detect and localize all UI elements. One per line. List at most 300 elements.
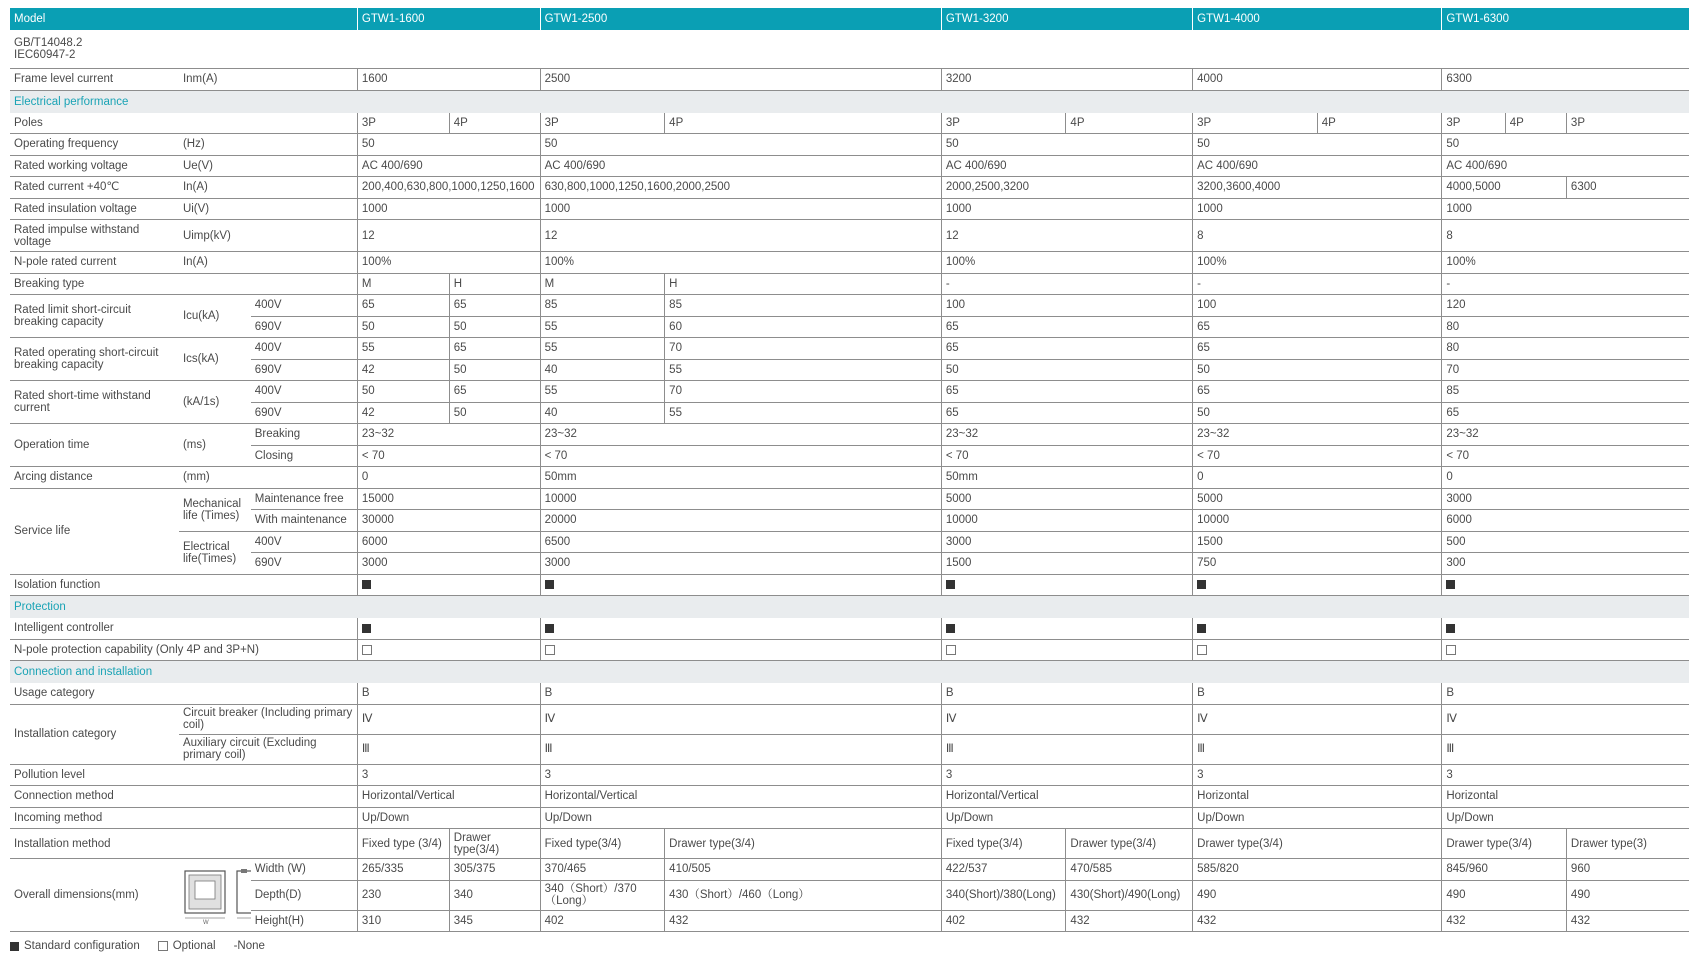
value-cell: Fixed type(3/4) [941,829,1066,859]
table-row [10,829,1689,859]
value-cell [357,574,540,596]
value-cell: 23~32 [941,424,1192,446]
value-cell: 4P [1317,113,1442,134]
value-cell: 100 [941,295,1192,317]
param-label: Arcing distance [10,467,179,489]
sub-group-label: Electrical life(Times) [179,531,251,574]
table-row [10,859,1689,881]
table-row [10,359,1689,381]
param-unit: Ics(kA) [179,338,251,381]
value-cell [540,574,941,596]
side-view-handle [241,869,247,873]
value-cell: 50 [357,381,449,403]
sub-label: 690V [251,359,358,381]
value-cell: 3P [1566,113,1689,134]
value-cell: 432 [665,910,942,932]
value-cell: 50 [1193,134,1442,156]
value-cell: < 70 [357,445,540,467]
value-cell [540,639,941,661]
table-row [10,338,1689,360]
value-cell: Ⅳ [1193,704,1442,734]
value-cell [357,618,540,639]
standard-square-icon [1446,580,1455,589]
value-cell: 65 [941,316,1192,338]
value-cell: 5000 [1193,488,1442,510]
value-cell: 0 [1442,467,1689,489]
value-cell: Up/Down [1442,807,1689,829]
param-unit: (ms) [179,424,251,467]
value-cell [1193,618,1442,639]
value-cell: 1000 [357,198,540,220]
table-row [10,445,1689,467]
optional-square-icon [158,941,168,951]
standard-iec: IEC60947-2 [14,49,76,61]
value-cell: 430（Short）/460（Long） [665,880,942,910]
value-cell: 80 [1442,338,1689,360]
table-row [10,488,1689,510]
value-cell [1193,639,1442,661]
sub-label: Breaking [251,424,358,446]
value-cell: 65 [449,381,540,403]
table-row [10,402,1689,424]
section-title-electrical: Electrical performance [10,90,1689,113]
value-cell: 3 [540,764,941,786]
value-cell: Horizontal/Vertical [941,786,1192,808]
value-cell: 85 [540,295,665,317]
param-unit: Uimp(kV) [179,220,357,252]
value-cell: 23~32 [1442,424,1689,446]
dimension-figure-cell [179,859,251,932]
param-unit: Ue(V) [179,155,357,177]
value-cell: 50 [357,134,540,156]
value-cell: 2000,2500,3200 [941,177,1192,199]
value-cell: 50 [1193,359,1442,381]
standard-square-icon [1197,624,1206,633]
param-label: Pollution level [10,764,357,786]
table-row [10,467,1689,489]
sub-label: 400V [251,381,358,403]
section-title-connection: Connection and installation [10,661,1689,684]
value-cell: AC 400/690 [357,155,540,177]
param-label: Connection method [10,786,357,808]
value-cell: Ⅲ [1193,734,1442,764]
front-view-window [195,881,215,899]
spec-table [10,8,1689,932]
value-cell: Ⅳ [357,704,540,734]
value-cell: 1500 [941,553,1192,575]
value-cell: Fixed type(3/4) [540,829,665,859]
param-unit: Icu(kA) [179,295,251,338]
standard-square-icon [545,624,554,633]
model-name: GTW1-3200 [941,8,1192,30]
value-cell: B [941,683,1192,704]
sub-label: Height(H) [251,910,358,932]
value-cell: < 70 [540,445,941,467]
value-cell: 2500 [540,69,941,91]
table-row [10,381,1689,403]
value-cell: 120 [1442,295,1689,317]
value-cell: AC 400/690 [941,155,1192,177]
value-cell: 65 [941,402,1192,424]
value-cell: 23~32 [540,424,941,446]
param-label: Intelligent controller [10,618,357,639]
value-cell: Up/Down [941,807,1192,829]
param-unit: (Hz) [179,134,357,156]
value-cell: 432 [1442,910,1567,932]
value-cell: 50mm [941,467,1192,489]
value-cell: AC 400/690 [1193,155,1442,177]
value-cell: B [357,683,540,704]
value-cell: 0 [357,467,540,489]
breaker-dimension-icon [183,865,251,925]
value-cell: M [357,273,449,295]
value-cell: 55 [357,338,449,360]
value-cell: 65 [1193,316,1442,338]
value-cell: 1600 [357,69,540,91]
value-cell: 50 [449,359,540,381]
value-cell: Horizontal/Vertical [357,786,540,808]
value-cell: 3 [1442,764,1689,786]
sub-label: Depth(D) [251,880,358,910]
value-cell: 80 [1442,316,1689,338]
standard-square-icon [362,580,371,589]
sub-label: 400V [251,338,358,360]
param-label: Rated insulation voltage [10,198,179,220]
value-cell: 630,800,1000,1250,1600,2000,2500 [540,177,941,199]
value-cell: B [1193,683,1442,704]
value-cell: 55 [665,359,942,381]
value-cell: 10000 [540,488,941,510]
value-cell: - [941,273,1192,295]
standards-cell [10,30,1689,69]
table-row [10,134,1689,156]
param-label: Incoming method [10,807,357,829]
value-cell: 23~32 [357,424,540,446]
value-cell: 65 [449,338,540,360]
value-cell: 750 [1193,553,1442,575]
table-row [10,807,1689,829]
standard-square-icon [946,580,955,589]
table-row [10,177,1689,199]
value-cell: 50 [1442,134,1689,156]
value-cell: AC 400/690 [540,155,941,177]
value-cell: 6300 [1566,177,1689,199]
value-cell: 310 [357,910,449,932]
value-cell: 340（Short）/370（Long） [540,880,665,910]
value-cell: 100% [540,252,941,274]
sub-label: 400V [251,531,358,553]
legend-standard-label: Standard configuration [24,940,140,952]
table-row [10,704,1689,734]
standard-square-icon [946,624,955,633]
optional-square-icon [946,645,956,655]
table-row [10,113,1689,134]
value-cell: < 70 [1193,445,1442,467]
value-cell: 65 [449,295,540,317]
value-cell: 345 [449,910,540,932]
value-cell: 65 [1193,338,1442,360]
legend [10,940,283,952]
value-cell: 100 [1193,295,1442,317]
value-cell: 3P [1442,113,1505,134]
section-row [10,90,1689,113]
value-cell [1193,574,1442,596]
value-cell [540,618,941,639]
standard-square-icon [1197,580,1206,589]
value-cell [1442,618,1689,639]
value-cell: 42 [357,359,449,381]
value-cell: 8 [1193,220,1442,252]
value-cell: Drawer type(3/4) [1066,829,1193,859]
value-cell: 40 [540,402,665,424]
sub-label: 690V [251,402,358,424]
value-cell [941,574,1192,596]
param-label: Isolation function [10,574,357,596]
param-label: Rated short-time withstand current [10,381,179,424]
value-cell: 1000 [941,198,1192,220]
table-row [10,510,1689,532]
spec-table-container [10,8,1689,932]
value-cell: 305/375 [449,859,540,881]
value-cell: Up/Down [1193,807,1442,829]
value-cell: 85 [665,295,942,317]
value-cell: 3000 [1442,488,1689,510]
value-cell: Horizontal [1193,786,1442,808]
table-row [10,198,1689,220]
value-cell: Horizontal [1442,786,1689,808]
value-cell: 1000 [540,198,941,220]
param-unit: In(A) [179,177,357,199]
value-cell: 200,400,630,800,1000,1250,1600 [357,177,540,199]
standard-square-icon [10,942,19,951]
section-row [10,661,1689,684]
value-cell: 470/585 [1066,859,1193,881]
param-label: N-pole rated current [10,252,179,274]
param-label: Rated current +40℃ [10,177,179,199]
value-cell: 50 [941,134,1192,156]
value-cell: 490 [1566,880,1689,910]
param-label: Operation time [10,424,179,467]
value-cell: 55 [540,316,665,338]
value-cell: 432 [1566,910,1689,932]
sub-label: Maintenance free [251,488,358,510]
value-cell: 42 [357,402,449,424]
value-cell: 490 [1193,880,1442,910]
param-label: Usage category [10,683,357,704]
table-row [10,252,1689,274]
value-cell: M [540,273,665,295]
value-cell: Drawer type(3) [1566,829,1689,859]
table-row [10,683,1689,704]
value-cell: 3P [357,113,449,134]
param-label: Rated impulse withstand voltage [10,220,179,252]
value-cell: Drawer type(3/4) [1193,829,1442,859]
value-cell: 6500 [540,531,941,553]
table-row [10,618,1689,639]
value-cell: 65 [941,381,1192,403]
param-label: Rated operating short-circuit breaking capacity [10,338,179,381]
optional-square-icon [1446,645,1456,655]
param-label: Installation category [10,704,179,764]
value-cell: 585/820 [1193,859,1442,881]
value-cell: 40 [540,359,665,381]
param-label: Rated limit short-circuit breaking capacity [10,295,179,338]
value-cell: 65 [1193,381,1442,403]
standard-gb: GB/T14048.2 [14,37,83,49]
value-cell: 3 [357,764,540,786]
value-cell: 6000 [1442,510,1689,532]
table-row [10,155,1689,177]
standard-square-icon [545,580,554,589]
table-row [10,69,1689,91]
table-row [10,553,1689,575]
value-cell: 5000 [941,488,1192,510]
value-cell: 30000 [357,510,540,532]
model-name: GTW1-2500 [540,8,941,30]
sub-label: Circuit breaker (Including primary coil) [179,704,357,734]
standard-square-icon [362,624,371,633]
value-cell: Drawer type(3/4) [449,829,540,859]
value-cell: 4000,5000 [1442,177,1567,199]
value-cell: Drawer type(3/4) [665,829,942,859]
model-name: GTW1-1600 [357,8,540,30]
sub-label: 690V [251,316,358,338]
value-cell: B [540,683,941,704]
value-cell: 4P [1066,113,1193,134]
value-cell: 490 [1442,880,1567,910]
value-cell: 4P [665,113,942,134]
value-cell: < 70 [1442,445,1689,467]
table-row [10,295,1689,317]
param-label: Poles [10,113,357,134]
value-cell: 85 [1442,381,1689,403]
value-cell: 50 [449,316,540,338]
value-cell: 960 [1566,859,1689,881]
value-cell: 65 [1442,402,1689,424]
value-cell: Fixed type (3/4) [357,829,449,859]
value-cell: 4P [449,113,540,134]
value-cell: 1500 [1193,531,1442,553]
value-cell: 340 [449,880,540,910]
value-cell: Horizontal/Vertical [540,786,941,808]
value-cell: 15000 [357,488,540,510]
value-cell: 3000 [357,553,540,575]
value-cell: 410/505 [665,859,942,881]
value-cell: 3P [941,113,1066,134]
value-cell: Ⅲ [941,734,1192,764]
value-cell: 55 [665,402,942,424]
value-cell: - [1193,273,1442,295]
value-cell: 10000 [941,510,1192,532]
standard-square-icon [1446,624,1455,633]
value-cell: 8 [1442,220,1689,252]
param-unit: Ui(V) [179,198,357,220]
legend-standard [10,940,140,952]
value-cell: Ⅲ [1442,734,1689,764]
section-title-protection: Protection [10,596,1689,619]
model-name: GTW1-6300 [1442,8,1689,30]
header-row [10,8,1689,30]
value-cell: 50 [357,316,449,338]
legend-none-label: -None [233,940,265,952]
value-cell: 300 [1442,553,1689,575]
value-cell: Up/Down [357,807,540,829]
param-label: Service life [10,488,179,574]
value-cell [1442,574,1689,596]
value-cell: 432 [1066,910,1193,932]
value-cell: 3P [1193,113,1318,134]
param-unit: (kA/1s) [179,381,251,424]
value-cell: Ⅳ [941,704,1192,734]
model-label: Model [10,8,357,30]
value-cell: 12 [540,220,941,252]
table-row [10,639,1689,661]
value-cell: 230 [357,880,449,910]
legend-none [234,940,265,952]
value-cell: 65 [941,338,1192,360]
value-cell: 100% [941,252,1192,274]
value-cell: B [1442,683,1689,704]
param-label: Rated working voltage [10,155,179,177]
table-row [10,424,1689,446]
value-cell: Ⅲ [357,734,540,764]
standards-row [10,30,1689,69]
sub-label: 690V [251,553,358,575]
param-label: Operating frequency [10,134,179,156]
param-unit: (mm) [179,467,357,489]
table-row [10,880,1689,910]
table-row [10,910,1689,932]
table-row [10,220,1689,252]
sub-label: Closing [251,445,358,467]
value-cell: 340(Short)/380(Long) [941,880,1066,910]
value-cell: 3P [540,113,665,134]
value-cell: H [665,273,942,295]
value-cell: 23~32 [1193,424,1442,446]
value-cell: 3 [941,764,1192,786]
table-row [10,316,1689,338]
legend-optional [158,940,216,952]
value-cell: 402 [941,910,1066,932]
value-cell: 50 [449,402,540,424]
value-cell: 3200 [941,69,1192,91]
sub-group-label: Mechanical life (Times) [179,488,251,531]
value-cell: 50 [941,359,1192,381]
param-label: Frame level current [10,69,179,91]
value-cell [1442,639,1689,661]
value-cell: 50 [540,134,941,156]
value-cell [941,618,1192,639]
sub-label: 400V [251,295,358,317]
value-cell: 0 [1193,467,1442,489]
model-name: GTW1-4000 [1193,8,1442,30]
value-cell: 4000 [1193,69,1442,91]
param-label: N-pole protection capability (Only 4P and 3P+N) [10,639,357,661]
value-cell: 845/960 [1442,859,1567,881]
value-cell: 20000 [540,510,941,532]
param-label: Overall dimensions(mm) [10,859,179,932]
optional-square-icon [545,645,555,655]
sub-label: Auxiliary circuit (Excluding primary coil) [179,734,357,764]
value-cell: 432 [1193,910,1442,932]
optional-square-icon [1197,645,1207,655]
table-row [10,786,1689,808]
table-row [10,764,1689,786]
value-cell: Ⅳ [1442,704,1689,734]
value-cell: 3200,3600,4000 [1193,177,1442,199]
value-cell: 100% [1442,252,1689,274]
value-cell: < 70 [941,445,1192,467]
